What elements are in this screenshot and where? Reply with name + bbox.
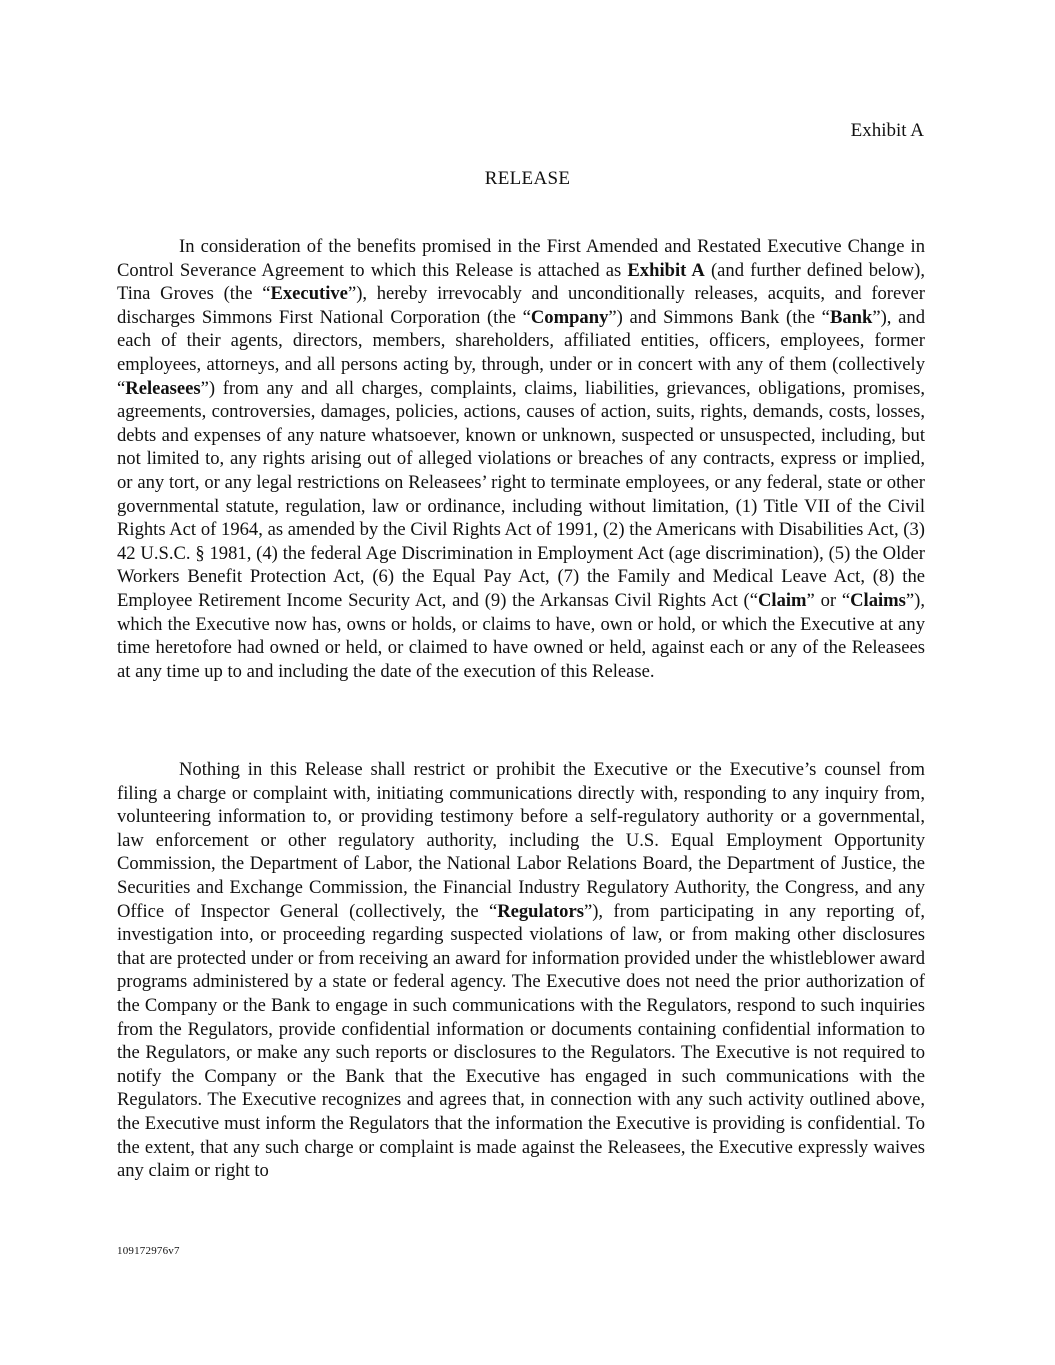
p1-text-1: In consideration of the benefits promised in the First Amended and Restated Executive Change in Control Severance Agreement to which this Release is attached as bbox=[117, 236, 925, 281]
p2-text-2: ”), from participating in any reporting of, investigation into, or proceeding regarding suspected violations of law, or from making other disclosures that are protected under or from receiving an award for information provided under the whistleblower award programs administered by a state or federal agency. The Executive does not need the prior authorization of the Company or the Bank to engage in such communications with the Regulators, respond to such inquiries from the Regulators, provide confidential information or documents containing confidential information to the Regulators, or make any such reports or disclosures to the Regulators. The Executive is not required to notify the Company or the Bank that the Executive has engaged in such communications with the Regulators. The Executive recognizes and agrees that, in connection with any such activity outlined above, the Executive must inform the Regulators that the information the Executive is providing is confidential. To the extent, that any such charge or complaint is made against the Releasees, the Executive expressly waives any claim or right to bbox=[117, 900, 925, 1182]
p1-text-3: ”), hereby irrevocably and unconditionally releases, acquits, and forever discharges Simmons First National Corporation (the “ bbox=[117, 283, 925, 328]
p2-text-1: Nothing in this Release shall restrict or prohibit the Executive or the Executive’s counsel from filing a charge or complaint with, initiating communications directly with, responding to any inquiry from, volunteering information to, or providing testimony before a self-regulatory authority or a governmental, law enforcement or other regulatory authority, including the U.S. Equal Employment Opportunity Commission, the Department of Labor, the National Labor Relations Board, the Department of Justice, the Securities and Exchange Commission, the Financial Industry Regulatory Authority, the Congress, and any Office of Inspector General (collectively, the “ bbox=[117, 759, 925, 922]
p1-bold-exhibit-a: Exhibit A bbox=[627, 259, 705, 281]
p2-bold-regulators: Regulators bbox=[497, 900, 584, 922]
p1-bold-claims: Claims bbox=[850, 589, 906, 611]
page-title: RELEASE bbox=[484, 168, 571, 189]
document-id: 109172976v7 bbox=[117, 1245, 180, 1257]
release-paragraph-1 bbox=[117, 235, 925, 683]
p1-text-6: ”) from any and all charges, complaints, claims, liabilities, grievances, obligations, promises, agreements, controversies, damages, policies, actions, causes of action, suits, rights, demands, costs, losses, debts and expenses of any nature whatsoever, known or unknown, suspected or unsuspected, including, but not limited to, any rights arising out of alleged violations or breaches of any contracts, express or implied, or any tort, or any legal restrictions on Releasees’ right to terminate employees, or any federal, state or other governmental statute, regulation, law or ordinance, including without limitation, (1) Title VII of the Civil Rights Act of 1964, as amended by the Civil Rights Act of 1991, (2) the Americans with Disabilities Act, (3) 42 U.S.C. § 1981, (4) the federal Age Discrimination in Employment Act (age discrimination), (5) the Older Workers Benefit Protection Act, (6) the Equal Pay Act, (7) the Family and Medical Leave Act, (8) the Employee Retirement Income Security Act, and (9) the Arkansas Civil Rights Act (“ bbox=[117, 377, 925, 611]
release-paragraph-2 bbox=[117, 758, 925, 1183]
p1-text-8: ”), which the Executive now has, owns or holds, or claims to have, own or hold, or which the Executive at any time heretofore had owned or held, or claimed to have owned or held, against each or any of the Releasees at any time up to and including the date of the execution of this Release. bbox=[117, 589, 925, 682]
p1-bold-releasees: Releasees bbox=[125, 377, 201, 399]
p1-text-2: (and further defined below), Tina Groves (the “ bbox=[117, 259, 925, 305]
p1-bold-company: Company bbox=[530, 306, 609, 328]
p1-bold-claim: Claim bbox=[758, 589, 807, 611]
p1-bold-executive: Executive bbox=[270, 283, 348, 305]
p1-bold-bank: Bank bbox=[829, 306, 873, 328]
p1-text-4: ”) and Simmons Bank (the “ bbox=[608, 306, 830, 328]
p1-text-5: ”), and each of their agents, directors, members, shareholders, affiliated entities, officers, employees, former employees, attorneys, and all persons acting by, through, under or in concert with any of them (collectively “ bbox=[117, 306, 925, 399]
p1-text-7: ” or “ bbox=[806, 589, 851, 611]
exhibit-label: Exhibit A bbox=[850, 120, 924, 141]
